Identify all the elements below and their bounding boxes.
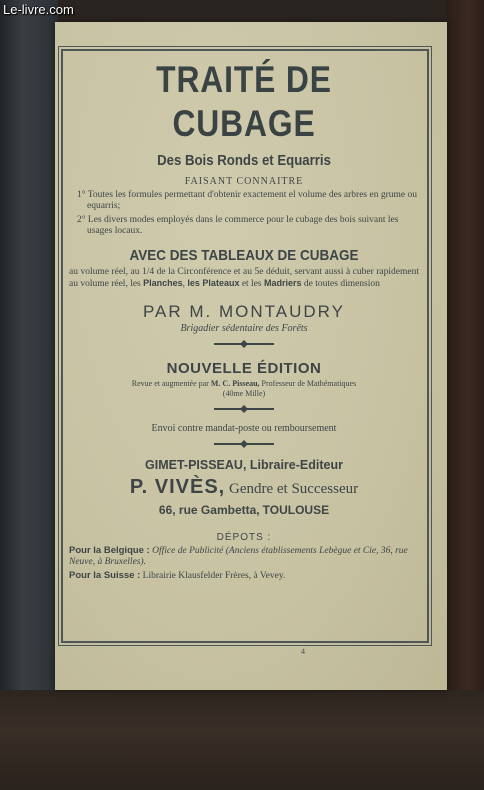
ornament-divider xyxy=(214,405,274,413)
tableaux-description: au volume réel, au 1/4 de la Circonférence et au 5e déduit, servant aussi à cuber rapidement au volume réel, les Planches, les Plateaux et les Madriers de toutes dimension xyxy=(69,267,419,289)
edition-note-2: Professeur de Mathématiques xyxy=(261,379,357,388)
tableaux-text-3: de toutes dimension xyxy=(303,279,380,289)
envoi-note: Envoi contre mandat-poste ou remboursement xyxy=(151,423,337,434)
plateaux-label: les Plateaux xyxy=(187,278,240,288)
belgique-text: Office de Publicité (Anciens établissements Lebègue et Cie, 36, rue Neuve, à Bruxelles). xyxy=(69,546,408,567)
edition-editor: M. C. Pisseau, xyxy=(210,379,260,388)
faisant-connaitre: FAISANT CONNAITRE xyxy=(184,176,304,187)
page-content xyxy=(69,58,419,582)
page-number: 4 xyxy=(301,647,305,656)
watermark: Le-livre.com xyxy=(3,2,74,17)
depots-heading: DÉPOTS : xyxy=(216,532,272,543)
planches-label: Planches xyxy=(143,278,183,288)
edition-note-3: (40me Mille) xyxy=(222,389,266,398)
point-2: 2° Les divers modes employés dans le commerce pour le cubage des bois suivant les usages locaux. xyxy=(77,215,399,236)
tableaux-heading: AVEC DES TABLEAUX DE CUBAGE xyxy=(129,247,359,264)
edition-heading: NOUVELLE ÉDITION xyxy=(166,360,322,377)
suisse-text: Librairie Klausfelder Frères, à Vevey. xyxy=(142,571,286,581)
book-spine-left xyxy=(0,0,58,790)
book-cover-bottom xyxy=(0,690,484,790)
book-edge-right xyxy=(446,0,484,790)
author: PAR M. MONTAUDRY xyxy=(142,302,345,321)
point-1: 1° Toutes les formules permettant d'obtenir exactement el volume des arbres en grume ou equarris; xyxy=(77,190,417,211)
tableaux-text-2: et les xyxy=(241,279,262,289)
address-city: TOULOUSE xyxy=(262,503,330,517)
successor-name: P. VIVÈS, xyxy=(129,476,226,498)
address xyxy=(69,503,419,518)
ornament-divider xyxy=(214,340,274,348)
edition-note-1: Revue et augmentée par xyxy=(131,379,209,388)
book-page xyxy=(55,22,447,690)
tableaux-text-1: au volume réel, au 1/4 de la Circonférence et au 5e déduit, servant aussi à cuber rapidement au volume réel, les xyxy=(69,267,419,289)
ornament-divider xyxy=(214,440,274,448)
depot-belgique xyxy=(69,545,419,568)
book-subtitle: Des Bois Ronds et Equarris xyxy=(157,152,331,169)
successor-rest: Gendre et Successeur xyxy=(228,481,359,497)
author-role: Brigadier sédentaire des Forêts xyxy=(180,323,308,334)
depot-suisse xyxy=(69,570,419,582)
publisher: GIMET-PISSEAU, Libraire-Editeur xyxy=(145,458,343,472)
successor xyxy=(69,476,419,499)
edition-note xyxy=(69,379,419,399)
madriers-label: Madriers xyxy=(264,278,302,288)
belgique-label: Pour la Belgique : xyxy=(69,545,150,556)
book-title: TRAITÉ DE CUBAGE xyxy=(156,59,332,144)
suisse-label: Pour la Suisse : xyxy=(69,570,141,581)
address-street: 66, rue Gambetta, xyxy=(158,503,260,517)
